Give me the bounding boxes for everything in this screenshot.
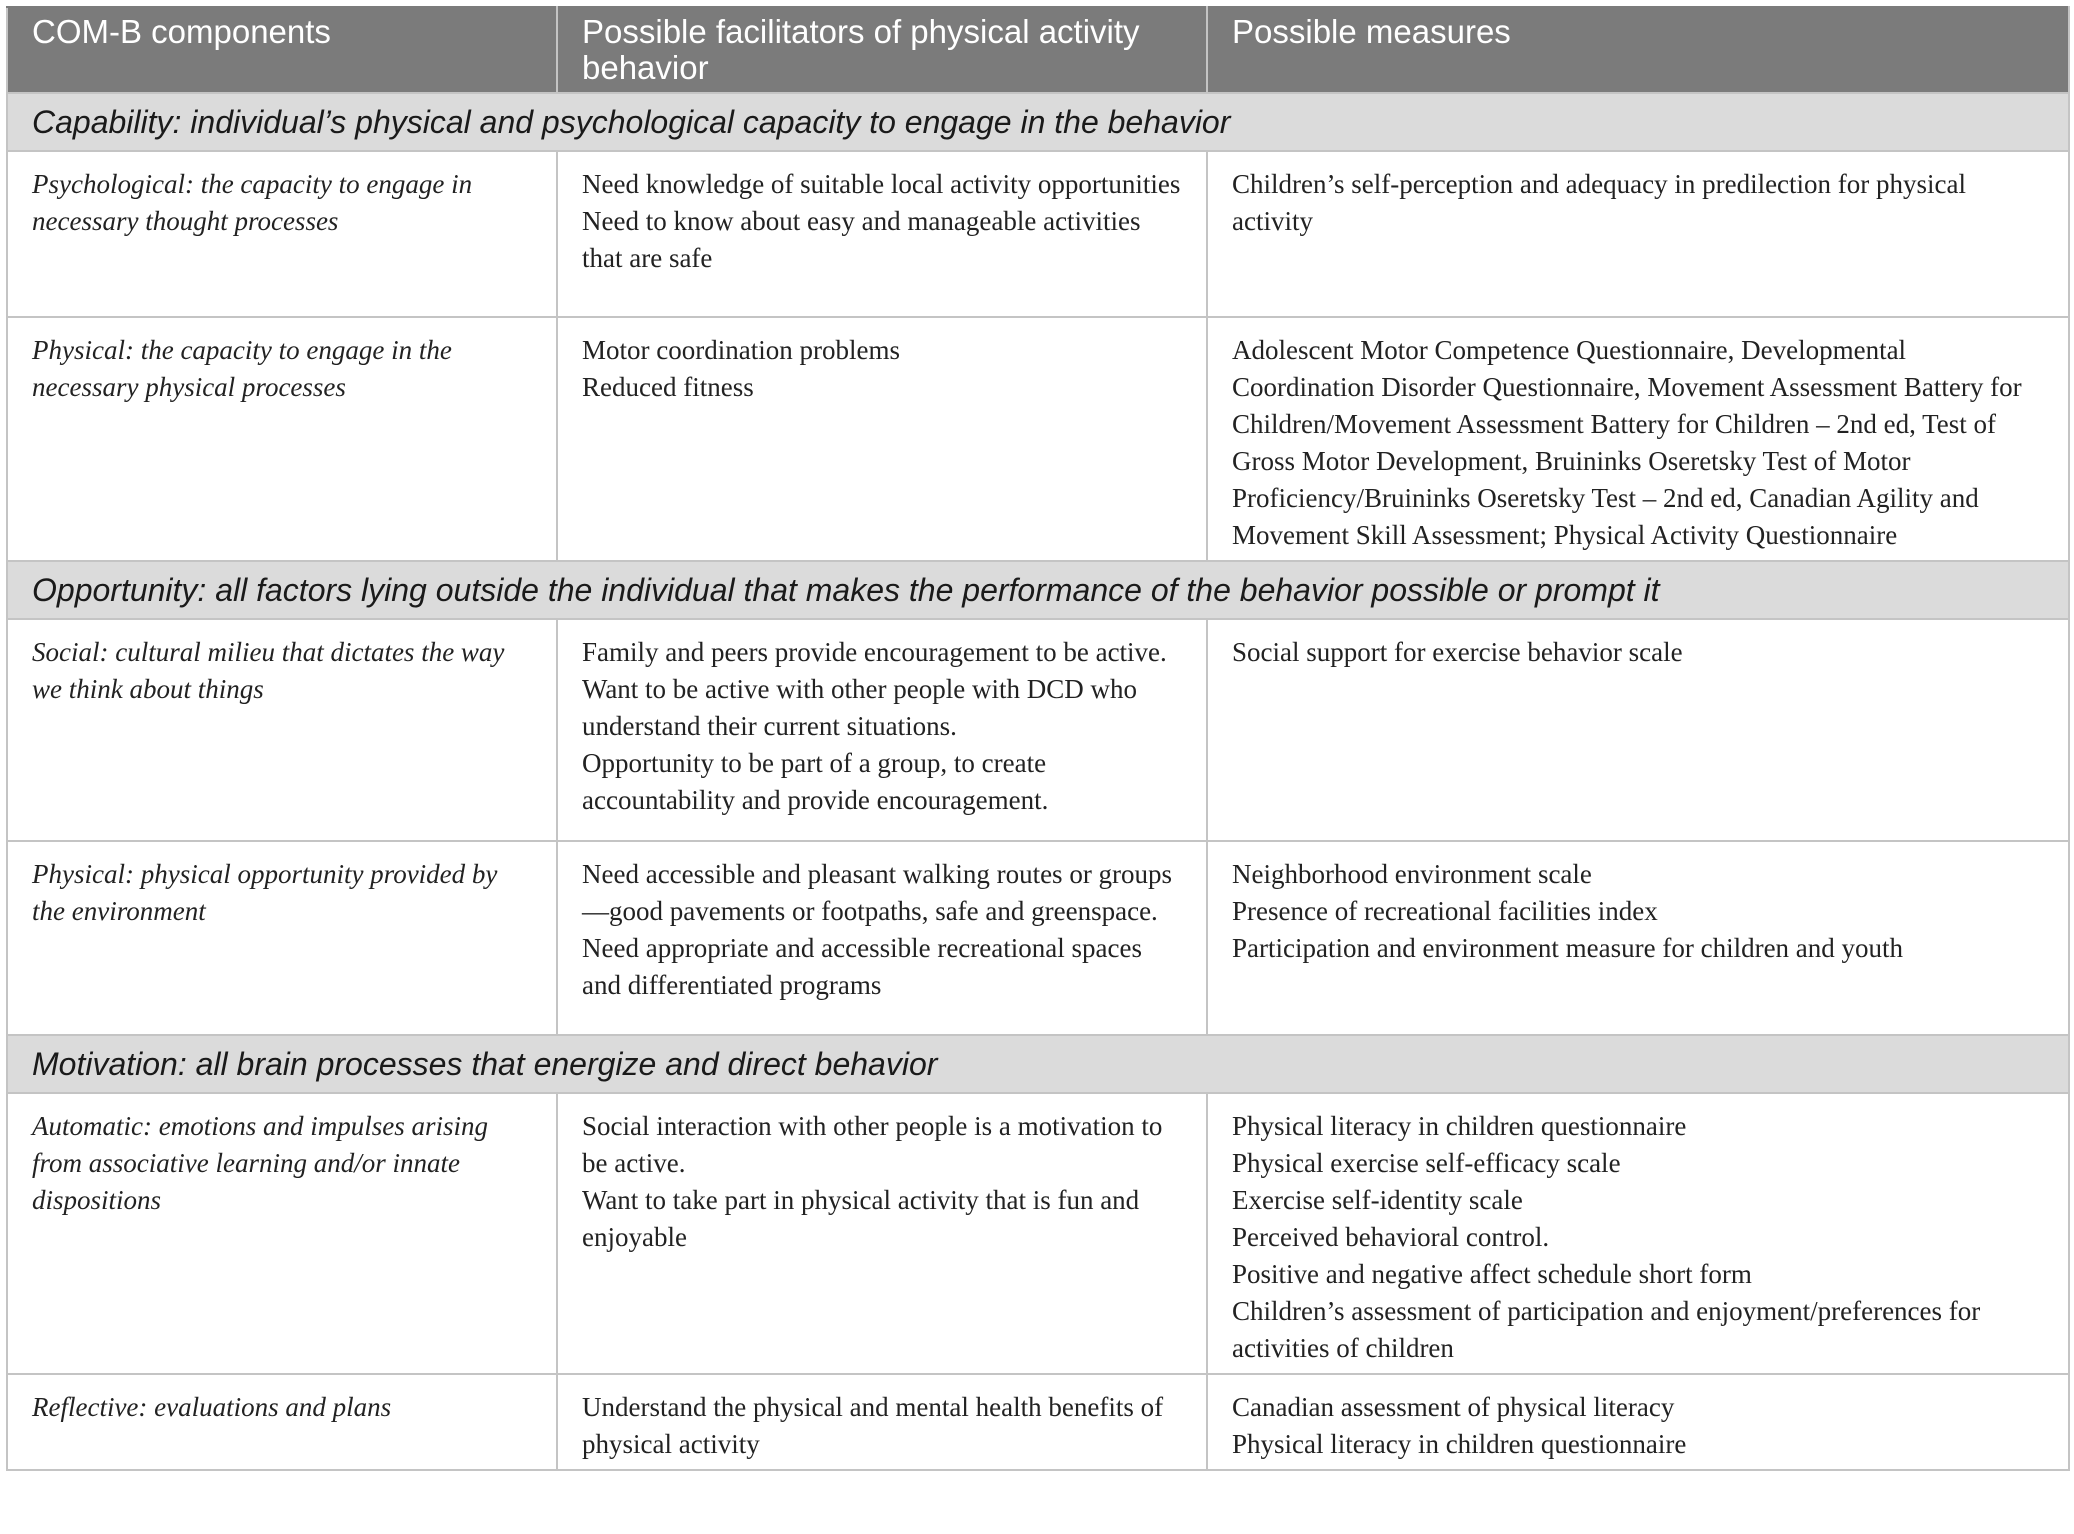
facilitator-item: Family and peers provide encouragement to be active. <box>582 637 1167 667</box>
measures-cell <box>1207 1093 2069 1374</box>
measure-item: Neighborhood environment scale <box>1232 859 1592 889</box>
component-psychological-capability: Psychological: the capacity to engage in necessary thought processes <box>7 151 557 317</box>
header-row <box>7 7 2069 93</box>
table-row <box>7 317 2069 561</box>
section-row-capability <box>7 93 2069 151</box>
facilitator-item: Opportunity to be part of a group, to create accountability and provide encouragement. <box>582 748 1049 815</box>
table-row <box>7 1093 2069 1374</box>
table-row <box>7 151 2069 317</box>
measure-item: Children’s assessment of participation and enjoyment/preferences for activities of children <box>1232 1296 1981 1363</box>
header-facilitators: Possible facilitators of physical activity behavior <box>557 7 1207 93</box>
measures-cell <box>1207 619 2069 841</box>
facilitators-cell <box>557 317 1207 561</box>
facilitator-item: Want to be active with other people with DCD who understand their current situations. <box>582 674 1137 741</box>
facilitators-cell <box>557 151 1207 317</box>
facilitator-item: Understand the physical and mental health benefits of physical activity <box>582 1392 1164 1459</box>
measures-cell <box>1207 841 2069 1035</box>
component-physical-capability: Physical: the capacity to engage in the necessary physical processes <box>7 317 557 561</box>
section-title-opportunity: Opportunity: all factors lying outside the individual that makes the performance of the behavior possible or prompt it <box>7 561 2069 619</box>
measure-item: Physical exercise self-efficacy scale <box>1232 1148 1621 1178</box>
measures-cell <box>1207 317 2069 561</box>
measure-item: Perceived behavioral control. <box>1232 1222 1550 1252</box>
facilitators-cell <box>557 619 1207 841</box>
facilitators-cell <box>557 841 1207 1035</box>
header-com-b-components: COM-B components <box>7 7 557 93</box>
component-reflective-motivation: Reflective: evaluations and plans <box>7 1374 557 1470</box>
com-b-table <box>6 6 2070 1471</box>
measure-item: Participation and environment measure for children and youth <box>1232 933 1904 963</box>
table-row <box>7 1374 2069 1470</box>
measure-item: Positive and negative affect schedule short form <box>1232 1259 1752 1289</box>
measure-item: Children’s self-perception and adequacy in predilection for physical activity <box>1232 169 1966 236</box>
section-title-capability: Capability: individual’s physical and psychological capacity to engage in the behavior <box>7 93 2069 151</box>
table-row <box>7 841 2069 1035</box>
facilitator-item: Need appropriate and accessible recreational spaces and differentiated programs <box>582 933 1142 1000</box>
component-physical-opportunity: Physical: physical opportunity provided by the environment <box>7 841 557 1035</box>
section-row-opportunity <box>7 561 2069 619</box>
measures-cell <box>1207 151 2069 317</box>
section-title-motivation: Motivation: all brain processes that energize and direct behavior <box>7 1035 2069 1093</box>
section-row-motivation <box>7 1035 2069 1093</box>
component-automatic-motivation: Automatic: emotions and impulses arising from associative learning and/or innate dispositions <box>7 1093 557 1374</box>
facilitator-item: Need knowledge of suitable local activity opportunities <box>582 169 1181 199</box>
facilitators-cell <box>557 1093 1207 1374</box>
measure-item: Social support for exercise behavior scale <box>1232 637 1683 667</box>
facilitators-cell <box>557 1374 1207 1470</box>
measure-item: Presence of recreational facilities index <box>1232 896 1658 926</box>
header-measures: Possible measures <box>1207 7 2069 93</box>
facilitator-item: Motor coordination problems <box>582 335 900 365</box>
component-social-opportunity: Social: cultural milieu that dictates the way we think about things <box>7 619 557 841</box>
measure-item: Exercise self-identity scale <box>1232 1185 1523 1215</box>
measure-item: Physical literacy in children questionnaire <box>1232 1429 1687 1459</box>
measure-item: Canadian assessment of physical literacy <box>1232 1392 1675 1422</box>
measure-item: Adolescent Motor Competence Questionnaire, Developmental Coordination Disorder Questionnaire, Movement Assessment Battery for Children/Movement Assessment Battery for Children – 2nd ed, Test of Gross Motor Development, Bruininks Oseretsky Test of Motor Proficiency/Bruininks Oseretsky Test – 2nd ed, Canadian Agility and Movement Skill Assessment; Physical Activity Questionnaire <box>1232 335 2022 550</box>
facilitator-item: Need accessible and pleasant walking routes or groups —good pavements or footpaths, safe and greenspace. <box>582 859 1173 926</box>
facilitator-item: Want to take part in physical activity that is fun and enjoyable <box>582 1185 1140 1252</box>
measure-item: Physical literacy in children questionnaire <box>1232 1111 1687 1141</box>
table-row <box>7 619 2069 841</box>
measures-cell <box>1207 1374 2069 1470</box>
facilitator-item: Need to know about easy and manageable activities that are safe <box>582 206 1141 273</box>
facilitator-item: Reduced fitness <box>582 372 754 402</box>
facilitator-item: Social interaction with other people is a motivation to be active. <box>582 1111 1163 1178</box>
